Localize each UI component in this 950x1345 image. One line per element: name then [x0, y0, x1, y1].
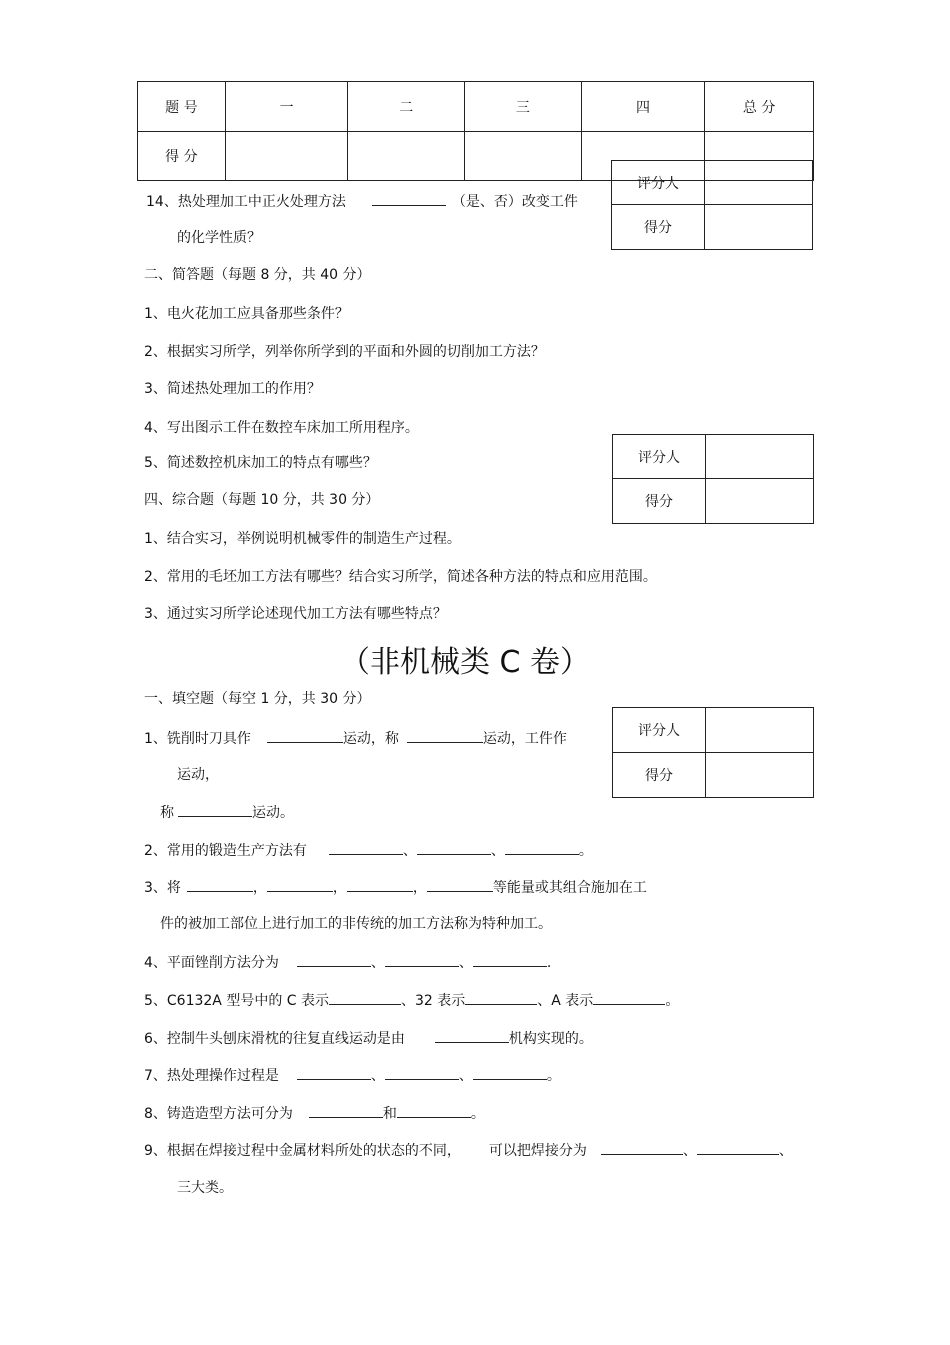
- q3-text-a: 3、将: [144, 880, 181, 896]
- separator: ，: [412, 880, 427, 896]
- separator: 、: [458, 1068, 473, 1084]
- separator: ，: [252, 880, 267, 896]
- grader-box: [612, 707, 814, 798]
- row-label-score: 得 分: [138, 132, 226, 181]
- answer-blank[interactable]: [473, 1065, 547, 1080]
- grader-label: 评分人: [613, 708, 706, 753]
- q14-prefix: 14、热处理加工中正火处理方法: [146, 194, 346, 210]
- separator: 。: [546, 1068, 561, 1084]
- grader-score-label: 得分: [612, 205, 705, 250]
- section4-item-1: 1、结合实习，举例说明机械零件的制造生产过程。: [144, 531, 461, 547]
- grader-score-value: [706, 753, 814, 798]
- section2-item-5: 5、简述数控机床加工的特点有哪些？: [144, 455, 377, 471]
- answer-blank[interactable]: [427, 877, 493, 892]
- answer-blank[interactable]: [329, 990, 401, 1005]
- section4-item-3: 3、通过实习所学论述现代加工方法有哪些特点？: [144, 606, 447, 622]
- grader-value: [706, 435, 814, 479]
- q9-text-b: 可以把焊接分为: [488, 1143, 587, 1159]
- q2-text: 2、常用的锻造生产方法有: [144, 843, 307, 859]
- section4-item-2: 2、常用的毛坯加工方法有哪些？结合实习所学，简述各种方法的特点和应用范围。: [144, 569, 657, 585]
- q5-text-b: 、32 表示: [401, 993, 466, 1009]
- q3-line2: 件的被加工部位上进行加工的非传统的加工方法称为特种加工。: [160, 916, 552, 932]
- answer-blank[interactable]: [407, 728, 483, 743]
- answer-blank[interactable]: [267, 877, 333, 892]
- answer-blank[interactable]: [329, 840, 403, 855]
- separator: 、: [490, 843, 505, 859]
- answer-blank[interactable]: [505, 840, 579, 855]
- header-cell-3: 三: [465, 82, 582, 132]
- separator: 。: [470, 1106, 485, 1122]
- separator: 。: [665, 993, 680, 1009]
- score-cell-1: [225, 132, 348, 181]
- q7-text: 7、热处理操作过程是: [144, 1068, 279, 1084]
- q1-text-b: 运动，称: [342, 731, 399, 747]
- question-14: [146, 191, 578, 211]
- q6-text-b: 机构实现的。: [508, 1031, 593, 1047]
- separator: 、: [778, 1143, 793, 1159]
- fill-question-5: [144, 990, 679, 1010]
- section2-item-2: 2、根据实习所学，列举你所学到的平面和外圆的切削加工方法？: [144, 344, 545, 360]
- answer-blank[interactable]: [267, 728, 343, 743]
- separator: 、: [370, 955, 385, 971]
- q8-text-b: 和: [382, 1106, 397, 1122]
- fill-question-8: [144, 1103, 485, 1123]
- answer-blank[interactable]: [601, 1140, 683, 1155]
- section1-heading: 一、填空题（每空 1 分，共 30 分）: [144, 691, 371, 707]
- grader-score-value: [705, 205, 813, 250]
- section2-heading: 二、简答题（每题 8 分，共 40 分）: [144, 267, 371, 283]
- grader-value: [705, 161, 813, 205]
- answer-blank[interactable]: [347, 877, 413, 892]
- answer-blank[interactable]: [297, 952, 371, 967]
- separator: 、: [402, 843, 417, 859]
- q14-line2: 的化学性质？: [177, 230, 261, 246]
- header-cell-1: 一: [225, 82, 348, 132]
- grader-label: 评分人: [612, 161, 705, 205]
- answer-blank[interactable]: [473, 952, 547, 967]
- answer-blank[interactable]: [187, 877, 253, 892]
- answer-blank[interactable]: [297, 1065, 371, 1080]
- answer-blank[interactable]: [372, 191, 446, 206]
- section2-item-4: 4、写出图示工件在数控车床加工所用程序。: [144, 420, 419, 436]
- answer-blank[interactable]: [593, 990, 665, 1005]
- grader-score-value: [706, 479, 814, 524]
- score-cell-2: [348, 132, 465, 181]
- q8-text-a: 8、铸造造型方法可分为: [144, 1106, 293, 1122]
- grader-box: [611, 160, 813, 250]
- q1-line2: 运动，: [177, 767, 219, 783]
- q5-text-c: 、A 表示: [537, 993, 594, 1009]
- header-cell-number: 题 号: [138, 82, 226, 132]
- answer-blank[interactable]: [397, 1103, 471, 1118]
- q6-text-a: 6、控制牛头刨床滑枕的往复直线运动是由: [144, 1031, 405, 1047]
- fill-question-7: [144, 1065, 561, 1085]
- separator: 。: [578, 843, 593, 859]
- paper-title: （非机械类 C 卷）: [340, 645, 591, 680]
- q9-text-a: 9、根据在焊接过程中金属材料所处的状态的不同，: [144, 1143, 461, 1159]
- section4-heading: 四、综合题（每题 10 分，共 30 分）: [144, 492, 380, 508]
- section2-item-3: 3、简述热处理加工的作用？: [144, 381, 321, 397]
- separator: ，: [332, 880, 347, 896]
- answer-blank[interactable]: [385, 952, 459, 967]
- answer-blank[interactable]: [435, 1028, 509, 1043]
- separator: 、: [370, 1068, 385, 1084]
- grader-score-label: 得分: [613, 753, 706, 798]
- answer-blank[interactable]: [465, 990, 537, 1005]
- fill-question-2: [144, 840, 593, 860]
- q14-suffix: （是、否）改变工件: [451, 194, 578, 210]
- q1-text-a: 1、铣削时刀具作: [144, 731, 251, 747]
- grader-box: [612, 434, 814, 524]
- grader-value: [706, 708, 814, 753]
- q1-line3: [160, 802, 294, 822]
- separator: .: [546, 955, 552, 971]
- fill-question-6: [144, 1028, 593, 1048]
- fill-question-1: [144, 728, 567, 748]
- fill-question-4: [144, 952, 551, 972]
- q9-line2: 三大类。: [177, 1180, 233, 1196]
- q1-text-e: 称: [160, 805, 174, 821]
- separator: 、: [458, 955, 473, 971]
- score-cell-3: [465, 132, 582, 181]
- q1-text-c: 运动，工件作: [482, 731, 567, 747]
- q3-text-b: 等能量或其组合施加在工: [492, 880, 647, 896]
- grader-label: 评分人: [613, 435, 706, 479]
- grader-score-label: 得分: [613, 479, 706, 524]
- fill-question-3: [144, 877, 647, 897]
- header-cell-2: 二: [348, 82, 465, 132]
- q1-text-f: 运动。: [252, 805, 294, 821]
- header-cell-4: 四: [581, 82, 705, 132]
- answer-blank[interactable]: [178, 802, 252, 817]
- header-cell-total: 总 分: [705, 82, 814, 132]
- answer-blank[interactable]: [697, 1140, 779, 1155]
- fill-question-9: [144, 1140, 793, 1160]
- answer-blank[interactable]: [417, 840, 491, 855]
- answer-blank[interactable]: [385, 1065, 459, 1080]
- q5-text-a: 5、C6132A 型号中的 C 表示: [144, 993, 330, 1009]
- answer-blank[interactable]: [309, 1103, 383, 1118]
- separator: 、: [682, 1143, 697, 1159]
- section2-item-1: 1、电火花加工应具备那些条件？: [144, 306, 349, 322]
- q4-text: 4、平面锉削方法分为: [144, 955, 279, 971]
